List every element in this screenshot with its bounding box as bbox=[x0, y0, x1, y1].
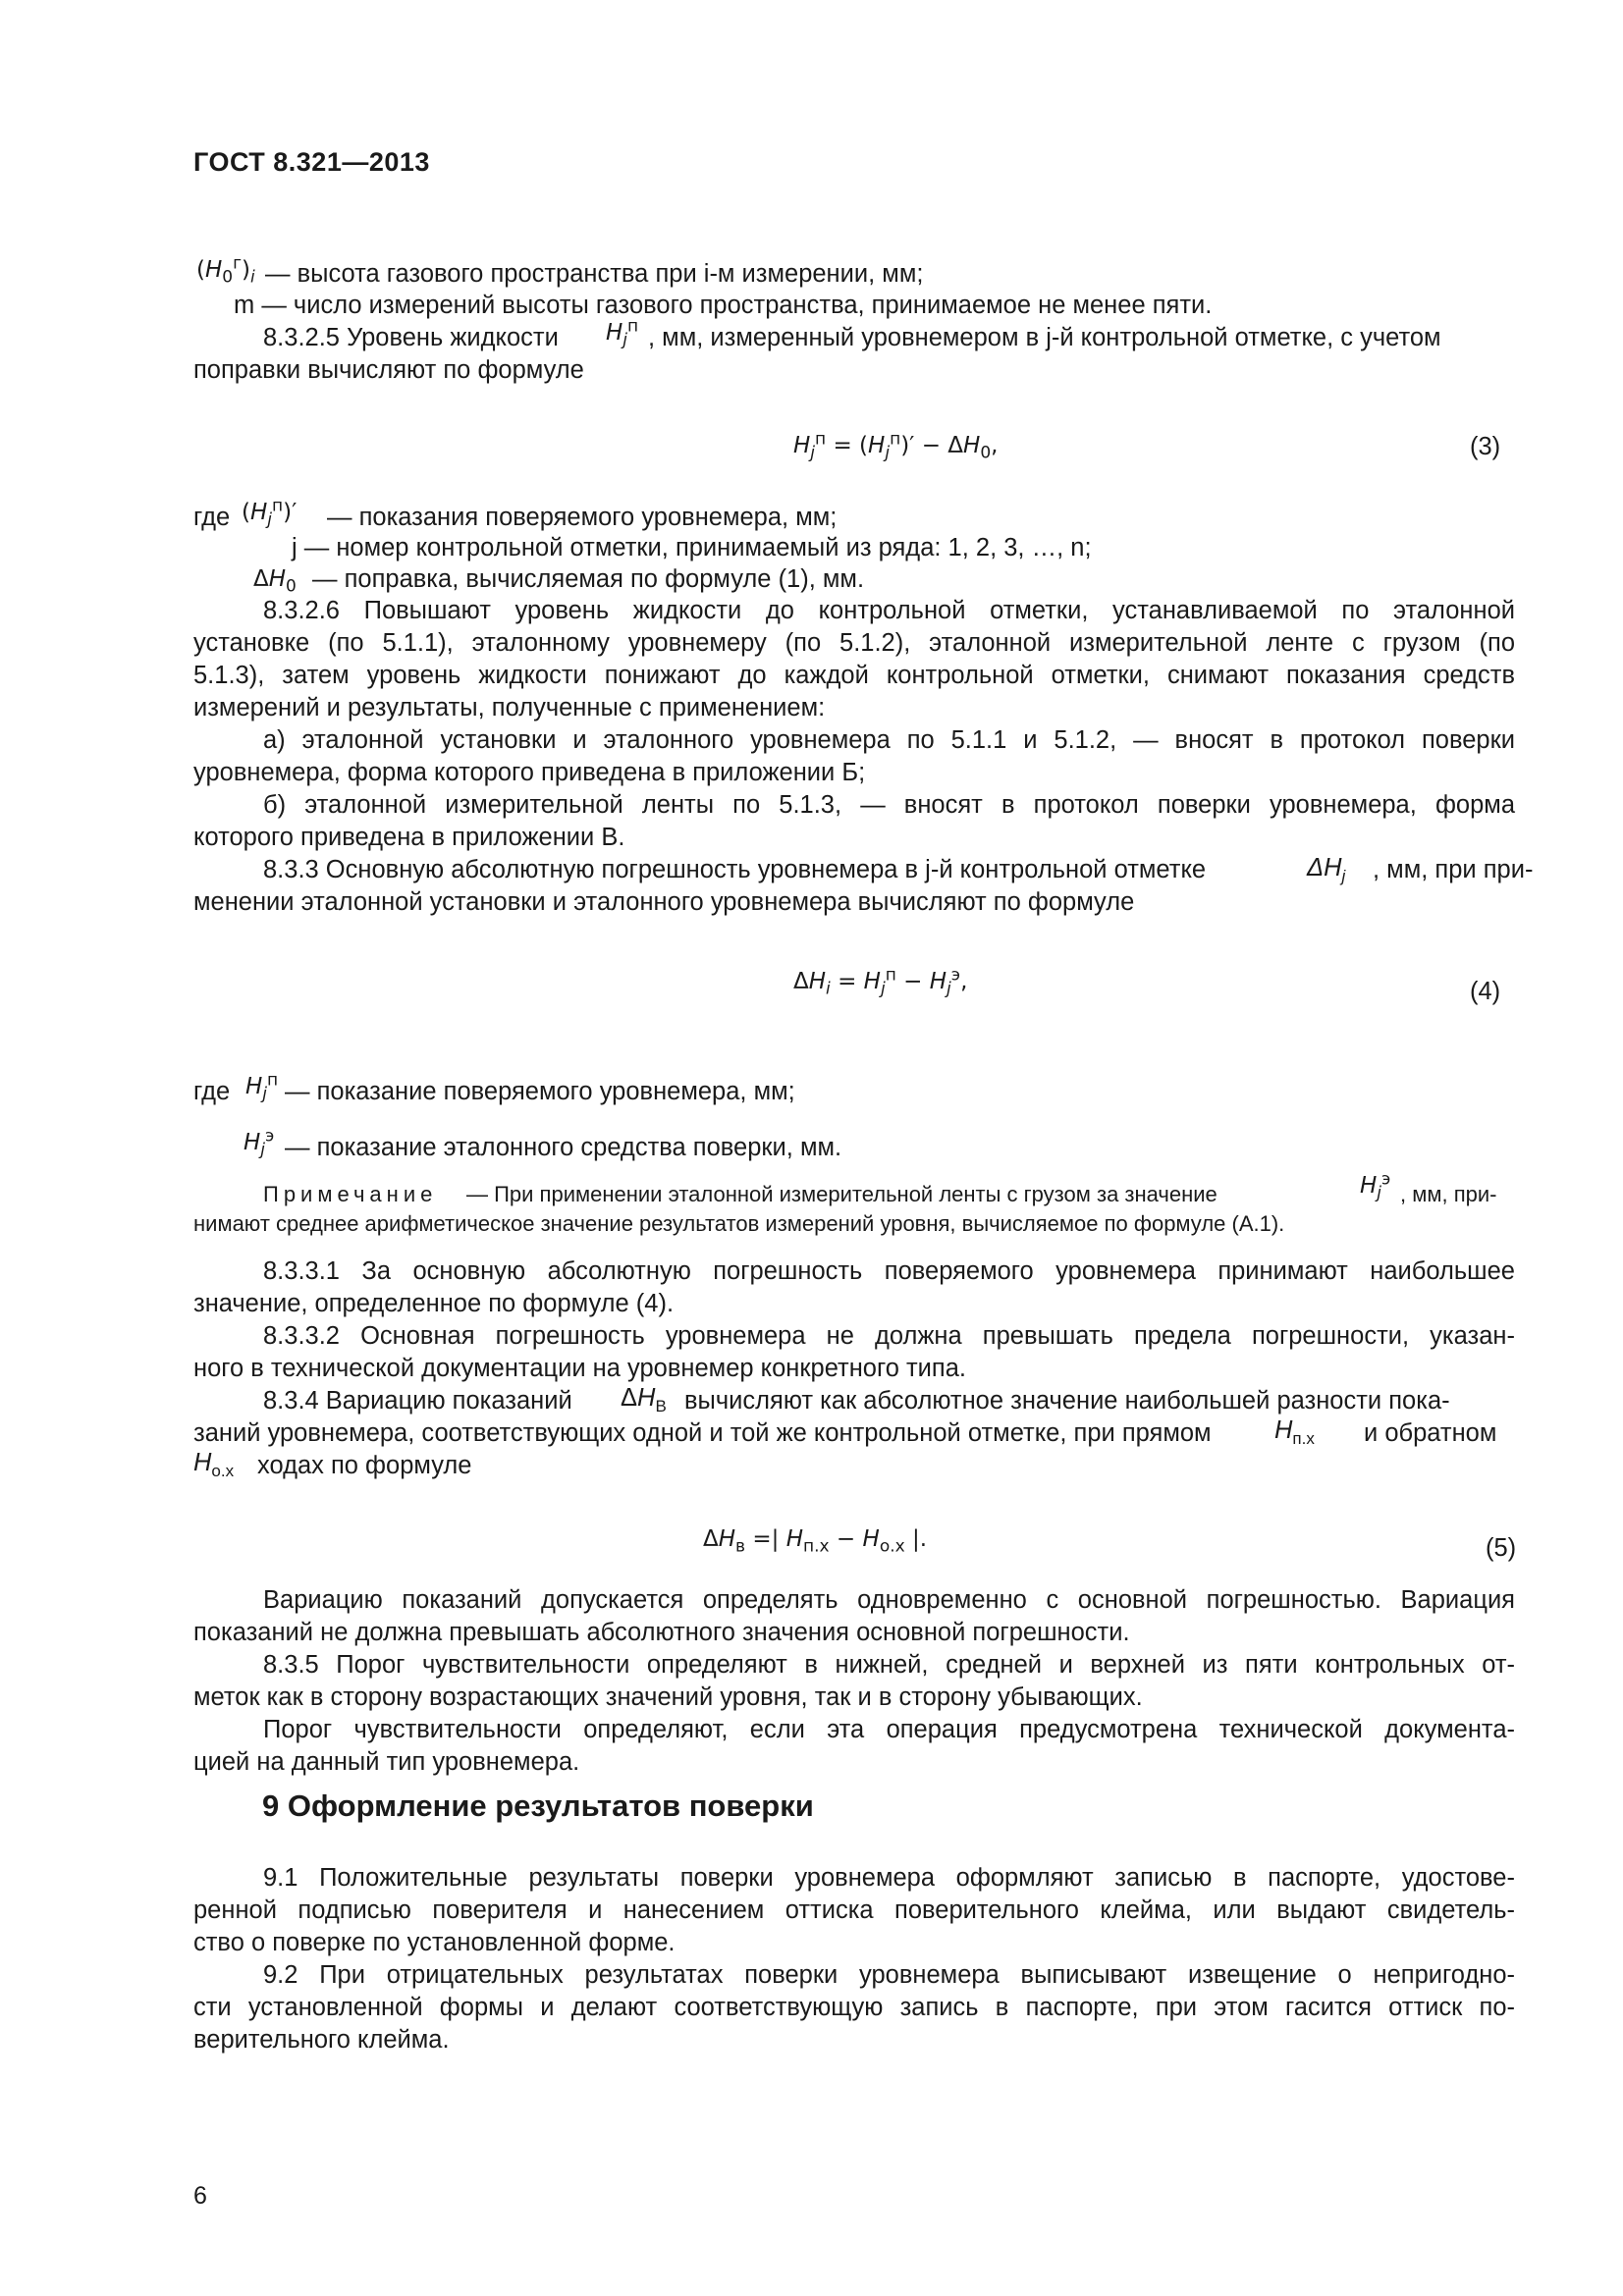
paragraph-line: б) эталонной измерительной ленты по 5.1.3, — вносят в протокол поверки уровнемера, форма bbox=[263, 791, 1515, 819]
text-line: j — номер контрольной отметки, принимаемый из ряда: 1, 2, 3, …, n; bbox=[292, 534, 1092, 561]
paragraph-line: установке (по 5.1.1), эталонному уровнемеру (по 5.1.2), эталонной измерительной ленте с грузом (по bbox=[193, 629, 1515, 657]
equation-number: (4) bbox=[1470, 978, 1501, 1005]
page-number: 6 bbox=[193, 2182, 207, 2210]
text-line: — поправка, вычисляемая по формуле (1), мм. bbox=[312, 565, 865, 593]
paragraph-line: которого приведена в приложении В. bbox=[193, 824, 625, 851]
paragraph-line: 5.1.3), затем уровень жидкости понижают до каждой контрольной отметки, снимают показания средств bbox=[193, 662, 1515, 689]
text-line: m — число измерений высоты газового пространства, принимаемое не менее пяти. bbox=[234, 292, 1213, 319]
formula-var-hjp: $H_j^п$ bbox=[606, 316, 639, 350]
formula-var-hpx: $H_{п.х}$ bbox=[1274, 1416, 1315, 1449]
paragraph-line: , мм, при при- bbox=[1373, 856, 1534, 883]
note-text: — При применении эталонной измерительной ленты с грузом за значение bbox=[466, 1182, 1217, 1206]
formula-var-dhv: $\Delta H_В$ bbox=[621, 1384, 667, 1416]
paragraph-line: вычисляют как абсолютное значение наибольшей разности пока- bbox=[684, 1387, 1450, 1415]
document-header: ГОСТ 8.321—2013 bbox=[193, 147, 430, 177]
text-line: поправки вычисляют по формуле bbox=[193, 356, 584, 384]
note-text: , мм, при- bbox=[1400, 1182, 1497, 1206]
text-line: 8.3.2.5 Уровень жидкости bbox=[263, 324, 559, 351]
text-line: — показание эталонного средства поверки, мм. bbox=[285, 1134, 842, 1161]
formula-var-hjp-prime: $(H_j^п)'$ bbox=[242, 496, 298, 530]
paragraph-line: 8.3.3 Основную абсолютную погрешность уровнемера в j-й контрольной отметке bbox=[263, 856, 1207, 883]
text-line: где bbox=[193, 1078, 231, 1105]
formula-var-h0g: $(H_0^г)_i$ bbox=[196, 253, 255, 288]
paragraph-line: верительного клейма. bbox=[193, 2026, 450, 2054]
formula-var-hje: $H_j^э$ bbox=[1360, 1169, 1391, 1203]
formula-4: $\Delta H_i = H_j^п - H_j^э$, bbox=[793, 965, 968, 999]
paragraph-line: показаний не должна превышать абсолютного значения основной погрешности. bbox=[193, 1619, 1130, 1646]
paragraph-line: Вариацию показаний допускается определять одновременно с основной погрешностью. Вариация bbox=[263, 1586, 1515, 1614]
paragraph-line: меток как в сторону возрастающих значений уровня, так и в сторону убывающих. bbox=[193, 1683, 1143, 1711]
paragraph-line: ного в технической документации на уровнемер конкретного типа. bbox=[193, 1355, 966, 1382]
paragraph-line: значение, определенное по формуле (4). bbox=[193, 1290, 675, 1317]
paragraph-line: и обратном bbox=[1364, 1419, 1497, 1447]
paragraph-line: а) эталонной установки и эталонного уровнемера по 5.1.1 и 5.1.2, — вносят в протокол поверки bbox=[263, 726, 1515, 754]
paragraph-line: Порог чувствительности определяют, если эта операция предусмотрена технической документа- bbox=[263, 1716, 1515, 1743]
paragraph-line: 8.3.4 Вариацию показаний bbox=[263, 1387, 572, 1415]
paragraph-line: измерений и результаты, полученные с применением: bbox=[193, 694, 826, 721]
equation-number: (3) bbox=[1470, 433, 1501, 460]
paragraph-line: уровнемера, форма которого приведена в приложении Б; bbox=[193, 759, 866, 786]
paragraph-line: ходах по формуле bbox=[257, 1452, 472, 1479]
paragraph-line: 8.3.3.2 Основная погрешность уровнемера не должна превышать предела погрешности, указан- bbox=[263, 1322, 1515, 1350]
paragraph-line: 8.3.2.6 Повышают уровень жидкости до контрольной отметки, устанавливаемой по эталонной bbox=[263, 597, 1515, 624]
formula-3: $H_j^п = (H_j^п)' - \Delta H_0$, bbox=[793, 429, 999, 463]
formula-var-hox: $H_{о.х}$ bbox=[193, 1449, 235, 1481]
paragraph-line: заний уровнемера, соответствующих одной и той же контрольной отметке, при прямом bbox=[193, 1419, 1212, 1447]
section-heading: 9 Оформление результатов поверки bbox=[262, 1789, 814, 1823]
note-text: нимают среднее арифметическое значение результатов измерений уровня, вычисляемое по формуле (А.1). bbox=[193, 1211, 1285, 1236]
paragraph-line: ство о поверке по установленной форме. bbox=[193, 1929, 676, 1956]
paragraph-line: ренной подписью поверителя и нанесением оттиска поверительного клейма, или выдают свидетель- bbox=[193, 1896, 1515, 1924]
text-line: — показания поверяемого уровнемера, мм; bbox=[327, 504, 838, 531]
equation-number: (5) bbox=[1486, 1534, 1517, 1562]
text-line: , мм, измеренный уровнемером в j-й контрольной отметке, с учетом bbox=[648, 324, 1441, 351]
text-line: — показание поверяемого уровнемера, мм; bbox=[285, 1078, 795, 1105]
formula-var-dhj: $\Delta H_j$ bbox=[1307, 854, 1346, 886]
paragraph-line: сти установленной формы и делают соответствующую запись в паспорте, при этом гасится оттиск по- bbox=[193, 1994, 1515, 2021]
paragraph-line: 9.1 Положительные результаты поверки уровнемера оформляют записью в паспорте, удостове- bbox=[263, 1864, 1515, 1892]
text-line: — высота газового пространства при i-м измерении, мм; bbox=[265, 260, 924, 288]
formula-var-hje: $H_j^э$ bbox=[243, 1126, 275, 1160]
paragraph-line: 9.2 При отрицательных результатах поверки уровнемера выписывают извещение о непригодно- bbox=[263, 1961, 1515, 1989]
formula-5: $\Delta H_в$ =| $H_{п.х} - H_{о.х}$ |. bbox=[703, 1526, 928, 1557]
formula-var-hjp: $H_j^п$ bbox=[245, 1070, 279, 1104]
note-label: Примечание bbox=[263, 1182, 438, 1206]
paragraph-line: менении эталонной установки и эталонного уровнемера вычисляют по формуле bbox=[193, 888, 1135, 916]
paragraph-line: 8.3.3.1 За основную абсолютную погрешность поверяемого уровнемера принимают наибольшее bbox=[263, 1257, 1515, 1285]
formula-var-dh0: $\Delta H_0$ bbox=[253, 566, 297, 597]
text-line: где bbox=[193, 504, 231, 531]
paragraph-line: 8.3.5 Порог чувствительности определяют в нижней, средней и верхней из пяти контрольных от- bbox=[263, 1651, 1515, 1679]
paragraph-line: цией на данный тип уровнемера. bbox=[193, 1748, 580, 1776]
